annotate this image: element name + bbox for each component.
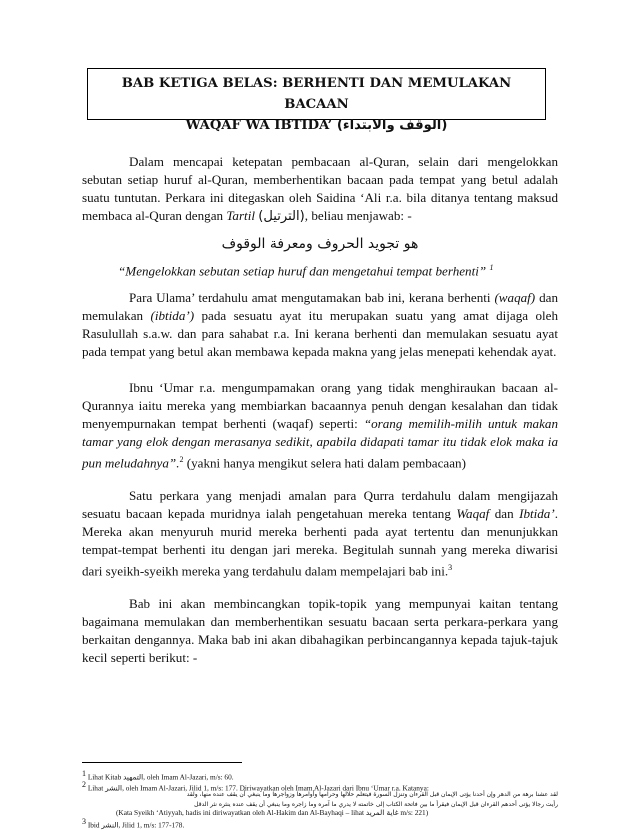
- ulama-text-b: dan memulakan: [82, 290, 558, 323]
- footnote-2-source-a: (Kata Syeikh ‘Atiyyah, hadis ini diriwayatkan oleh Al-Hakim dan Al-Bayhaqi – lihat: [116, 808, 366, 817]
- paragraph-qurra: [82, 487, 558, 580]
- chapter-title-line1: BAB KETIGA BELAS: BERHENTI DAN MEMULAKAN BACAAN: [121, 76, 512, 112]
- qurra-text-b: dan: [489, 506, 520, 521]
- translation-text: “Mengelokkan sebutan setiap huruf dan mengetahui tempat berhenti”: [118, 263, 487, 279]
- chapter-title-box: [87, 68, 546, 133]
- footnote-1-num: 1: [82, 769, 86, 778]
- footnote-ref-3: 3: [448, 563, 453, 572]
- footnote-2-source-b: m/s: 221): [398, 808, 429, 817]
- paragraph-intro: [82, 153, 558, 226]
- ulama-text-a: Para Ulama’ terdahulu amat mengutamakan bab ini, kerana berhenti: [129, 290, 495, 305]
- chapter-title-latin: WAQAF WA IBTIDA’: [185, 118, 337, 133]
- footnote-3-arabic: النشر: [101, 820, 119, 830]
- qurra-text-a: Satu perkara yang menjadi amalan para Qurra terdahulu dalam mengijazah sesuatu bacaan kepada muridnya ialah pengetahuan mereka tentang: [82, 488, 558, 521]
- footnote-1-text-b: , oleh Imam Al-Jazari, m/s: 60.: [143, 772, 234, 782]
- footnote-1-arabic: التمهيد: [123, 772, 144, 782]
- footnote-ref-1: 1: [489, 263, 494, 272]
- footnote-ref-2: 2: [179, 455, 184, 464]
- arabic-quote: هو تجويد الحروف ومعرفة الوقوف: [221, 236, 419, 252]
- ibtida-term: (ibtida’): [150, 308, 195, 323]
- footnote-3: [82, 817, 558, 830]
- paragraph-chapter-overview: Bab ini akan membincangkan topik-topik yang mempunyai kaitan tentang bagaimana memulakan dan memberhentikan sesuatu bacaan serta perkara-perkara yang berkaitan dengannya. Maka bab ini akan dibahagikan perbincangannya kepada tajuk-tajuk kecil seperti berikut: -: [82, 596, 558, 665]
- tartil-arabic: (الترتيل): [258, 209, 305, 224]
- footnote-2-text-b: , oleh Imam Al-Jazari, Jilid 1, m/s: 177. Diriwayatkan oleh Imam Al-Jazari dari Ibnu ‘Umar r.a. Katanya:: [122, 783, 429, 793]
- paragraph-ibnu-umar: [82, 379, 558, 472]
- paragraph-ulama: [82, 289, 558, 361]
- ibnu-umar-quote: “orang memilih-milih untuk makan tamar yang elok dengan merasanya sedikit, apabila didapati tamar itu tidak elok maka ia pun meludahnya”.: [82, 416, 558, 471]
- tartil-term: Tartil: [226, 208, 255, 223]
- footnote-divider: [82, 762, 242, 763]
- ibnu-umar-text-b: (yakni hanya mengikut selera hati dalam pembacaan): [183, 455, 466, 471]
- intro-text-a: Dalam mencapai ketepatan pembacaan al-Quran, selain dari mengelokkan sebutan setiap huruf al-Quran, memberhentikan bacaan pada tempat yang betul adalah suatu tuntutan. Perkara ini ditegaskan oleh Saidina ‘Ali r.a. bila ditanya tentang maksud membaca al-Quran dengan: [82, 154, 558, 223]
- footnote-3-text-b: , Jilid 1, m/s: 177-178.: [118, 820, 185, 830]
- chapter-title-arabic: (الوقف والابتداء): [336, 118, 448, 133]
- ibtida-term-2: Ibtida’: [519, 506, 555, 521]
- ulama-text-c: pada sesuatu ayat itu merupakan suatu yang amat dijaga oleh Rasulullah s.a.w. dan para sahabat r.a. Ini kerana berhenti dan memulakan sesuatu ayat pada tempat yang betul akan membawa kepada makna yang jelas menepati kehendak ayat.: [82, 308, 559, 359]
- qurra-text-c: . Mereka akan menyuruh murid mereka berhenti pada ayat tertentu dan menunjukkan tempat-tempat berhenti itu dengan jari mereka. Begitulah sunnah yang mereka diwarisi dari syeikh-syeikh mereka yang terdahulu dalam mempelajari bab ini.: [82, 506, 558, 579]
- footnote-2-num: 2: [82, 780, 86, 789]
- chapter-title-line2: [88, 115, 545, 136]
- footnote-3-text-a: Ibid: [86, 820, 102, 830]
- footnote-3-num: 3: [82, 817, 86, 826]
- intro-text-b: , beliau menjawab: -: [304, 208, 412, 223]
- footnote-2-arabic-line-2: رأيت رجالا يؤتى أحدهم القرءان قبل الإيمان فيقرأ ما بين فاتحة الكتاب إلى خاتمته لا يدري ما آمره وما زاجره وما ينبغي أن يقف عنده ينثره نثر الدقل: [194, 801, 558, 808]
- waqaf-term-2: Waqaf: [456, 506, 490, 521]
- translation-quote: [118, 263, 493, 279]
- footnote-1-text-a: Lihat Kitab: [86, 772, 124, 782]
- footnote-2-arabic: النشر: [105, 783, 123, 793]
- footnote-2-arabic-line-1: لقد عشنا برهة من الدهر وإن أحدنا يؤتى الإيمان قبل القرءان وتنزل السورة فيتعلم حلالها وحرامها وأوامرها وزواجرها وما ينبغي أن يقف عنده منها، ولقد: [186, 791, 558, 798]
- footnote-2-text-a: Lihat: [86, 783, 106, 793]
- footnote-2-source-arabic: غاية المريد: [365, 808, 399, 817]
- waqaf-term: (waqaf): [494, 290, 536, 305]
- ibnu-umar-text-a: Ibnu ‘Umar r.a. mengumpamakan orang yang tidak menghiraukan bacaan al-Qurannya iaitu mereka yang membiarkan bacaannya penuh dengan kesalahan dan tidak menyempurnakan tempat berhenti (waqaf) seperti:: [82, 380, 558, 431]
